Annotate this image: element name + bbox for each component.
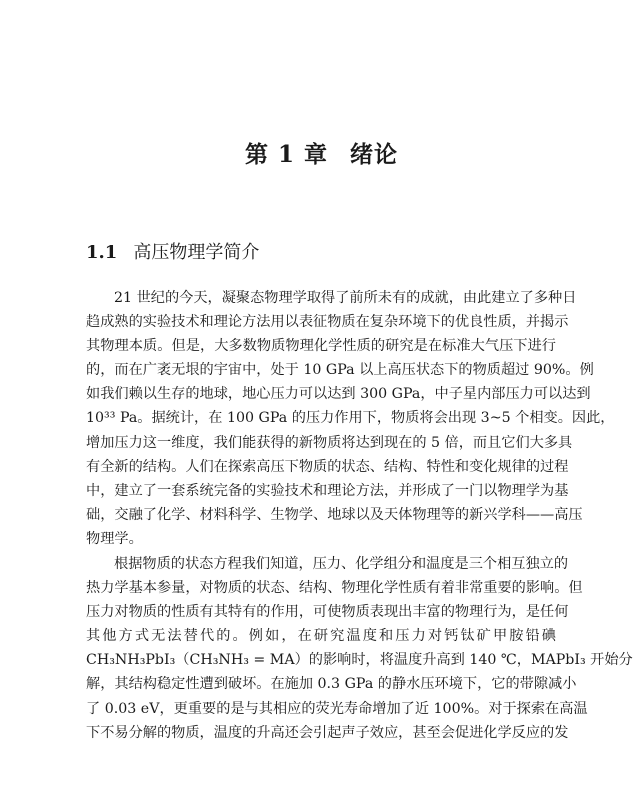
text-line: 中，建立了一套系统完备的实验技术和理论方法，并形成了一门以物理学为基 xyxy=(86,482,569,499)
section-number: 1.1 xyxy=(86,242,118,263)
text-line: 的，而在广袤无垠的宇宙中，处于 10 GPa 以上高压状态下的物质超过 90%。例 xyxy=(86,362,594,379)
chapter-label: 第 1 章 xyxy=(244,141,329,168)
section-heading xyxy=(86,238,259,264)
text-line: 21 世纪的今天，凝聚态物理学取得了前所未有的成就，由此建立了多种日 xyxy=(114,290,577,306)
text-line: 10³³ Pa。据统计，在 100 GPa 的压力作用下，物质将会出现 3~5 个相变。因此， xyxy=(86,410,615,427)
text-line: 础，交融了化学、材料科学、生物学、地球以及天体物理等的新兴学科——高压 xyxy=(86,506,583,523)
text-line: 增加压力这一维度，我们能获得的新物质将达到现在的 5 倍，而且它们大多具 xyxy=(86,434,573,451)
section-title: 高压物理学简介 xyxy=(133,242,260,263)
text-line: 热力学基本参量，对物质的状态、结构、物理化学性质有着非常重要的影响。但 xyxy=(86,580,583,597)
text-line: 下不易分解的物质，温度的升高还会引起声子效应，甚至会促进化学反应的发 xyxy=(86,724,569,741)
paragraph-1 xyxy=(86,286,615,551)
text-line: 如我们赖以生存的地球，地心压力可以达到 300 GPa，中子星内部压力可以达到 xyxy=(86,386,591,403)
text-line: CH₃NH₃PbI₃（CH₃NH₃ = MA）的影响时，将温度升高到 140 ℃，MAPbI₃ 开始分 xyxy=(86,652,633,669)
text-line: 了 0.03 eV，更重要的是与其相应的荧光寿命增加了近 100%。对于探索在高温 xyxy=(86,700,588,717)
text-line: 其物理本质。但是，大多数物质物理化学性质的研究是在标准大气压下进行 xyxy=(86,338,556,355)
text-line: 解，其结构稳定性遭到破坏。在施加 0.3 GPa 的静水压环境下，它的带隙减小 xyxy=(86,676,577,693)
text-line: 有全新的结构。人们在探索高压下物质的状态、结构、特性和变化规律的过程 xyxy=(86,458,569,475)
text-line: 其他方式无法替代的。例如，在研究温度和压力对钙钛矿甲胺铅碘 xyxy=(86,628,556,645)
text-line: 物理学。 xyxy=(86,530,143,547)
paragraph-2 xyxy=(86,552,633,745)
chapter-name: 绪论 xyxy=(350,141,399,168)
text-line: 趋成熟的实验技术和理论方法用以表征物质在复杂环境下的优良性质，并揭示 xyxy=(86,314,569,331)
text-line: 压力对物质的性质有其特有的作用，可使物质表现出丰富的物理行为，是任何 xyxy=(86,604,569,621)
text-line: 根据物质的状态方程我们知道，压力、化学组分和温度是三个相互独立的 xyxy=(114,556,569,572)
chapter-title xyxy=(0,136,643,169)
